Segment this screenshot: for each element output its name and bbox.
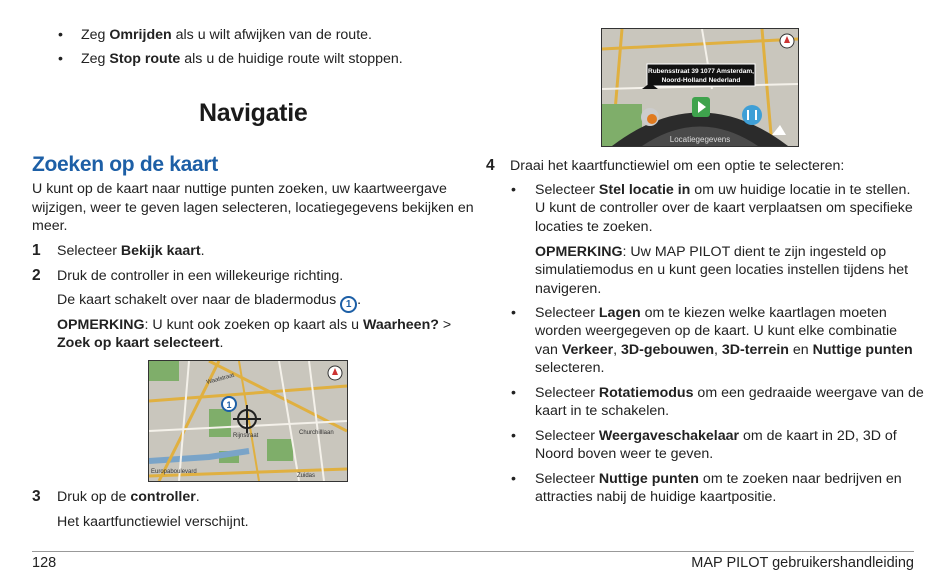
street-label: Europaboulevard: [151, 469, 197, 475]
page-title: Navigatie: [199, 99, 308, 127]
section-heading: Zoeken op de kaart: [32, 153, 218, 176]
address-line: Noord-Holland Nederland: [661, 77, 741, 84]
bullet-item: Selecteer Lagen om te kiezen welke kaartlagen moeten: [535, 305, 887, 321]
bullet-marker: •: [511, 182, 516, 198]
bullet-item-continued: attracties nabij de huidige kaartpositie.: [535, 489, 777, 505]
bullet-item-continued: van Verkeer, 3D-gebouwen, 3D-terrein en Nuttige punten: [535, 342, 913, 358]
bullet-item: Zeg Stop route als u de huidige route wilt stoppen.: [81, 51, 403, 67]
bullet-item-continued: Noord boven weer te geven.: [535, 446, 714, 462]
intro-line: wijzigen, weer te geven lagen selecteren, locatiegegevens bekijken en: [32, 200, 474, 216]
note-continued: simulatiemodus en u kunt geen locaties instellen tijdens het: [535, 262, 909, 278]
step-text: Selecteer Bekijk kaart.: [57, 243, 205, 259]
map-screenshot-browse: [148, 360, 348, 482]
intro-line: meer.: [32, 218, 68, 234]
step-subtext: De kaart schakelt over naar de bladermodus 1 .: [57, 291, 361, 313]
bullet-item-continued: worden weergegeven op de kaart. U kunt elke combinatie: [535, 323, 897, 339]
street-label: Waalstraat: [205, 372, 236, 386]
bullet-item-continued: U kunt de controller over de kaart verplaatsen om specifieke: [535, 200, 913, 216]
note: OPMERKING: Uw MAP PILOT dient te zijn ingesteld op: [535, 244, 887, 260]
map-callout-label: 1: [226, 400, 232, 410]
bullet-item-continued: locaties te zoeken.: [535, 219, 653, 235]
bullet-item: Zeg Omrijden als u wilt afwijken van de route.: [81, 27, 372, 43]
bullet-marker: •: [511, 471, 516, 487]
bullet-item: Selecteer Weergaveschakelaar om de kaart in 2D, 3D of: [535, 428, 897, 444]
note: OPMERKING: U kunt ook zoeken op kaart als u Waarheen? >: [57, 317, 452, 333]
bullet-item-continued: selecteren.: [535, 360, 605, 376]
bullet-item: Selecteer Nuttige punten om te zoeken naar bedrijven en: [535, 471, 902, 487]
step-text: Druk de controller in een willekeurige richting.: [57, 268, 344, 284]
street-label: Zuidas: [297, 473, 316, 479]
intro-line: U kunt op de kaart naar nuttige punten zoeken, uw kaartweergave: [32, 181, 447, 197]
wheel-label: Locatiegegevens: [669, 135, 731, 144]
bullet-item-continued: kaart in te schakelen.: [535, 403, 670, 419]
callout-marker: 1: [340, 296, 357, 313]
bullet-marker: •: [58, 27, 63, 43]
map-wheel-graphic: [602, 29, 798, 146]
manual-title: MAP PILOT gebruikershandleiding: [691, 555, 914, 571]
note-continued: Zoek op kaart selecteert.: [57, 335, 224, 351]
street-label: Churchilllaan: [299, 430, 334, 436]
footer-rule: [32, 551, 914, 552]
map-screenshot-wheel: [601, 28, 799, 147]
bullet-marker: •: [511, 385, 516, 401]
page-number: 128: [32, 555, 57, 571]
bullet-marker: •: [511, 305, 516, 321]
map-graphic: [149, 361, 347, 481]
step-number: 3: [32, 488, 41, 505]
step-number: 2: [32, 267, 41, 284]
note-continued: navigeren.: [535, 281, 602, 297]
street-label: Rijnstraat: [233, 433, 259, 439]
bullet-item: Selecteer Rotatiemodus om een gedraaide weergave van de: [535, 385, 924, 401]
bullet-marker: •: [511, 428, 516, 444]
step-text: Druk op de controller.: [57, 489, 200, 505]
step-text: Draai het kaartfunctiewiel om een optie te selecteren:: [510, 158, 845, 174]
step-subtext: Het kaartfunctiewiel verschijnt.: [57, 514, 249, 530]
step-number: 4: [486, 157, 495, 174]
step-number: 1: [32, 242, 41, 259]
address-line: Rubensstraat 39 1077 Amsterdam,: [648, 68, 754, 75]
bullet-item: Selecteer Stel locatie in om uw huidige locatie in te stellen.: [535, 182, 911, 198]
bullet-marker: •: [58, 51, 63, 67]
